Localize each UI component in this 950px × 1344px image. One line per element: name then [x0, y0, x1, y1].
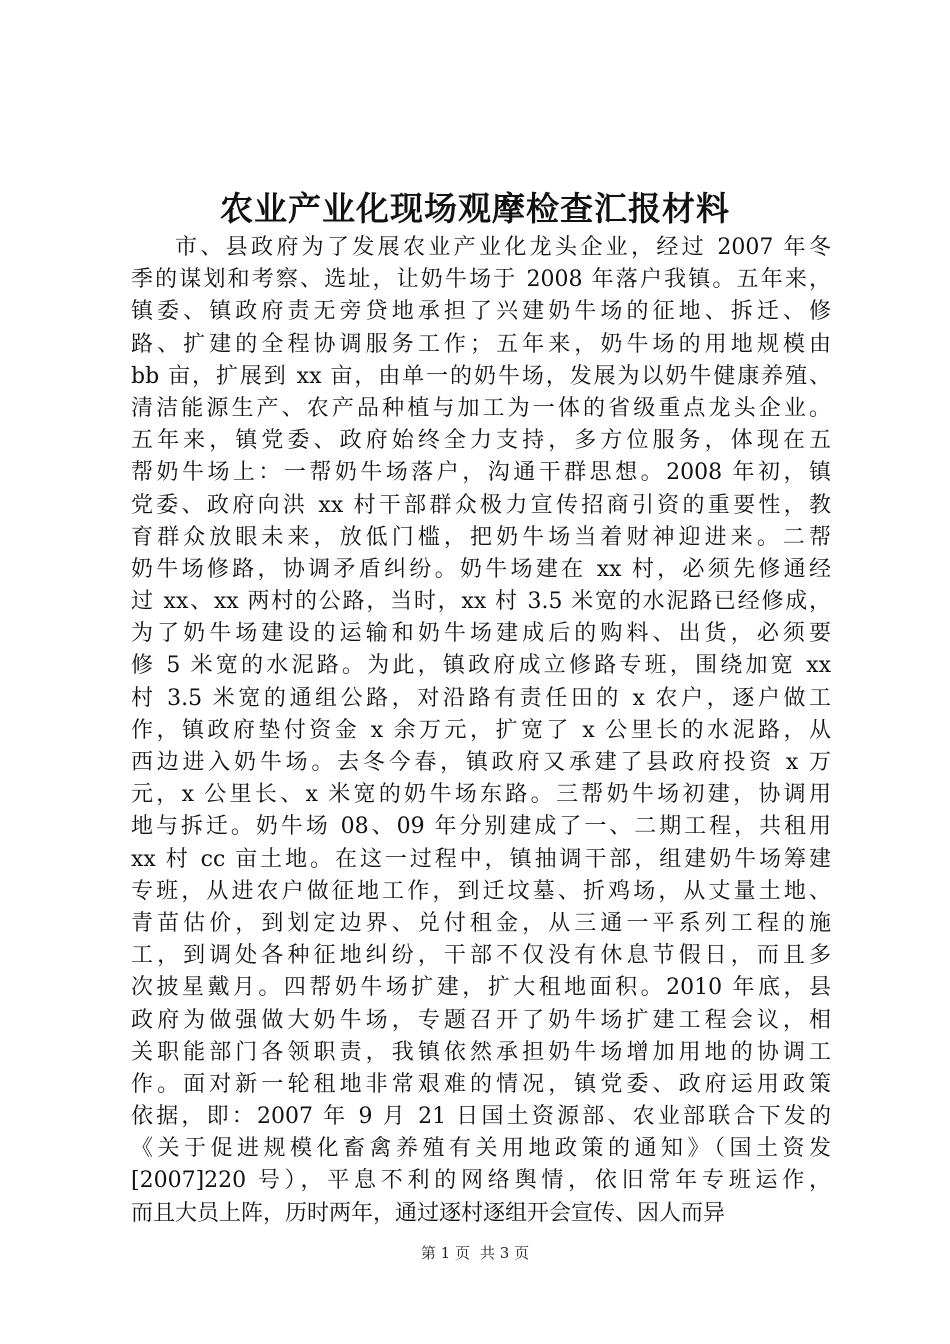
body-line: 专班，从进农户做征地工作，到迁坟墓、折鸡场，从丈量土地、 [131, 878, 831, 904]
page-footer [0, 1243, 950, 1263]
body-line: 《关于促进规模化畜禽养殖有关用地政策的通知》（国土资发 [131, 1136, 831, 1162]
body-line: 青苗估价，到划定边界、兑付租金，从三通一平系列工程的施 [131, 910, 831, 936]
body-line: 为了奶牛场建设的运输和奶牛场建成后的购料、出货，必须要 [131, 621, 831, 647]
body-line: 而且大员上阵，历时两年，通过逐村逐组开会宣传、因人而异 [131, 1200, 726, 1226]
body-line: 镇委、镇政府责无旁贷地承担了兴建奶牛场的征地、拆迁、修 [131, 299, 831, 325]
body-line: 五年来，镇党委、政府始终全力支持，多方位服务，体现在五 [131, 428, 831, 454]
body-line: 作。面对新一轮租地非常艰难的情况，镇党委、政府运用政策 [131, 1071, 831, 1097]
body-line: 政府为做强做大奶牛场，专题召开了奶牛场扩建工程会议，相 [131, 1007, 831, 1033]
document-body [131, 232, 831, 1230]
body-line: 次披星戴月。四帮奶牛场扩建，扩大租地面积。2010 年底，县 [131, 975, 831, 1001]
body-line: 西边进入奶牛场。去冬今春，镇政府又承建了县政府投资 x 万 [131, 750, 831, 775]
body-line: 修 5 米宽的水泥路。为此，镇政府成立修路专班，围绕加宽 xx [131, 653, 831, 679]
body-line: xx 村 cc 亩土地。在这一过程中，镇抽调干部，组建奶牛场筹建 [131, 846, 831, 872]
document-title: 农业产业化现场观摩检查汇报材料 [220, 189, 730, 228]
body-line: 元，x 公里长、x 米宽的奶牛场东路。三帮奶牛场初建，协调用 [131, 782, 831, 808]
body-line: 市、县政府为了发展农业产业化龙头企业，经过 2007 年冬 [175, 235, 831, 260]
body-line: 村 3.5 米宽的通组公路，对沿路有责任田的 x 农户，逐户做工 [131, 685, 831, 711]
body-line: 党委、政府向洪 xx 村干部群众极力宣传招商引资的重要性，教 [131, 492, 831, 518]
body-line: [2007]220 号），平息不利的网络舆情，依旧常年专班运作， [131, 1168, 831, 1194]
body-line: 季的谋划和考察、选址，让奶牛场于 2008 年落户我镇。五年来， [131, 267, 831, 293]
body-line: 育群众放眼未来，放低门槛，把奶牛场当着财神迎进来。二帮 [131, 524, 831, 550]
body-line: 作，镇政府垫付资金 x 余万元，扩宽了 x 公里长的水泥路，从 [131, 717, 831, 743]
body-line: 路、扩建的全程协调服务工作；五年来，奶牛场的用地规模由 [131, 331, 831, 357]
body-line: 地与拆迁。奶牛场 08、09 年分别建成了一、二期工程，共租用 [131, 814, 831, 840]
body-line: 工，到调处各种征地纠纷，干部不仅没有休息节假日，而且多 [131, 943, 831, 969]
page-number: 第 1 页 [420, 1244, 470, 1262]
body-line: 关职能部门各领职责，我镇依然承担奶牛场增加用地的协调工 [131, 1039, 831, 1065]
body-line: 帮奶牛场上：一帮奶牛场落户，沟通干群思想。2008 年初，镇 [131, 460, 831, 486]
body-line: 过 xx、xx 两村的公路，当时，xx 村 3.5 米宽的水泥路已经修成， [131, 589, 831, 615]
body-line: 奶牛场修路，协调矛盾纠纷。奶牛场建在 xx 村，必须先修通经 [131, 556, 831, 582]
body-line: bb 亩，扩展到 xx 亩，由单一的奶牛场，发展为以奶牛健康养殖、 [131, 363, 831, 389]
body-line: 清洁能源生产、农产品种植与加工为一体的省级重点龙头企业。 [131, 395, 831, 421]
body-line: 依据，即：2007 年 9 月 21 日国土资源部、农业部联合下发的 [131, 1104, 831, 1130]
page-count: 共 3 页 [480, 1244, 530, 1262]
